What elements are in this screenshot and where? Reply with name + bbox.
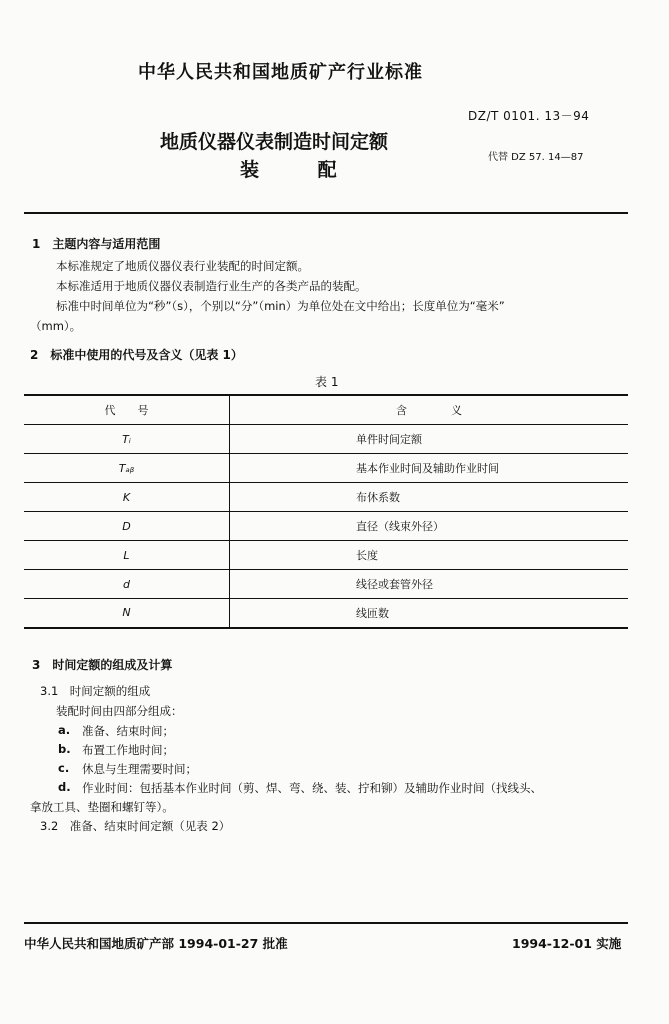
list-item-marker: a. — [58, 723, 71, 737]
table-row — [24, 599, 628, 628]
section-1-paragraph: （mm）。 — [30, 319, 82, 333]
table-row — [24, 512, 628, 541]
header-divider — [24, 212, 628, 214]
document-title: 地质仪器仪表制造时间定额 — [160, 131, 389, 153]
standard-number: DZ/T 0101. 13－94 — [468, 109, 590, 123]
table-caption: 表 1 — [315, 375, 339, 389]
symbols-table — [24, 394, 628, 629]
symbol-cell: D — [24, 512, 230, 541]
replaces-standard: 代替 DZ 57. 14—87 — [488, 152, 584, 163]
list-item-marker: c. — [58, 761, 70, 775]
issued-by-footer: 中华人民共和国地质矿产部 1994-01-27 批准 — [24, 936, 288, 951]
section-1-paragraph: 本标准适用于地质仪器仪表制造行业生产的各类产品的装配。 — [56, 279, 367, 293]
table-row — [24, 425, 628, 454]
section-3-2-heading: 3.2 准备、结束时间定额（见表 2） — [40, 819, 231, 833]
section-1-heading: 1 主题内容与适用范围 — [32, 237, 161, 251]
meaning-cell: 布休系数 — [230, 483, 629, 512]
section-3-1-heading: 3.1 时间定额的组成 — [40, 684, 151, 698]
symbol-cell: K — [24, 483, 230, 512]
table-row — [24, 570, 628, 599]
symbol-cell: N — [24, 599, 230, 628]
section-3-1-intro: 装配时间由四部分组成： — [56, 704, 183, 718]
meaning-cell: 长度 — [230, 541, 629, 570]
section-2-heading: 2 标准中使用的代号及含义（见表 1） — [30, 348, 243, 362]
symbol-cell: Tᵢ — [24, 425, 230, 454]
list-item-continuation: 拿放工具、垫圈和螺钉等）。 — [30, 800, 174, 814]
issuing-organization-header: 中华人民共和国地质矿产行业标准 — [138, 62, 423, 83]
list-item: 作业时间：包括基本作业时间（剪、焊、弯、绕、装、拧和铆）及辅助作业时间（找线头、 — [82, 781, 542, 795]
meaning-cell: 线匝数 — [230, 599, 629, 628]
section-3-heading: 3 时间定额的组成及计算 — [32, 658, 173, 672]
symbol-cell: Tₐᵦ — [24, 454, 230, 483]
document-subtitle: 装 配 — [240, 159, 363, 181]
implementation-date-footer: 1994-12-01 实施 — [512, 936, 622, 951]
list-item-marker: b. — [58, 742, 71, 756]
table-header-meaning: 含 义 — [230, 395, 629, 425]
table-row — [24, 541, 628, 570]
table-row — [24, 454, 628, 483]
section-1-paragraph: 本标准规定了地质仪器仪表行业装配的时间定额。 — [56, 259, 309, 273]
meaning-cell: 单件时间定额 — [230, 425, 629, 454]
footer-divider — [24, 922, 628, 924]
list-item: 布置工作地时间； — [82, 743, 174, 757]
list-item-marker: d. — [58, 780, 71, 794]
list-item: 准备、结束时间； — [82, 724, 174, 738]
section-1-paragraph: 标准中时间单位为“秒”（s），个别以“分”（min）为单位处在文中给出；长度单位为“毫米” — [56, 299, 505, 313]
list-item: 休息与生理需要时间； — [82, 762, 197, 776]
table-header-symbol: 代 号 — [24, 395, 230, 425]
table-row — [24, 483, 628, 512]
meaning-cell: 直径（线束外径） — [230, 512, 629, 541]
meaning-cell: 基本作业时间及辅助作业时间 — [230, 454, 629, 483]
meaning-cell: 线径或套管外径 — [230, 570, 629, 599]
symbol-cell: d — [24, 570, 230, 599]
symbol-cell: L — [24, 541, 230, 570]
